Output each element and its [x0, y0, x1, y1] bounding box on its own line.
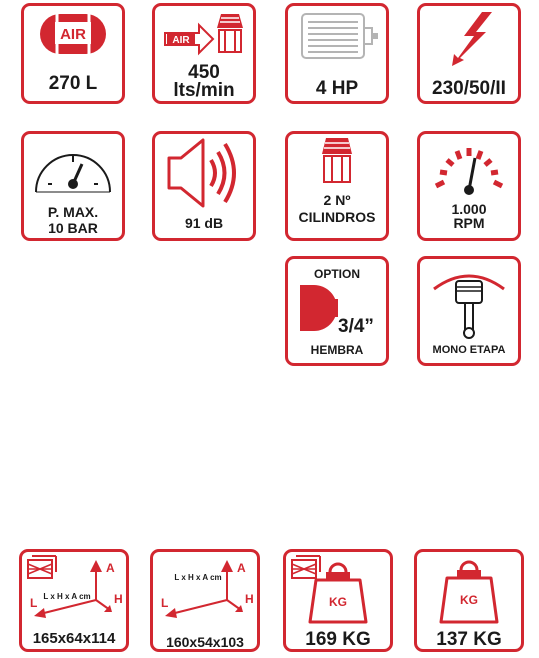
air-badge: AIR: [60, 26, 86, 43]
tile-dimensions-axis: L x H x A cm: [174, 573, 222, 582]
tile-electric-value: 230/50/II: [432, 78, 506, 99]
tile-cylinders-line2: CILINDROS: [298, 209, 376, 225]
tile-air-tank: [21, 3, 125, 104]
tile-cylinders: [285, 131, 389, 241]
tile-net-weight-value: 137 KG: [436, 629, 502, 650]
tile-packed-weight: [283, 549, 393, 652]
tile-outlet-option: OPTION: [313, 267, 360, 281]
tile-noise: [152, 131, 256, 241]
svg-text:A: A: [106, 561, 115, 575]
svg-text:KG: KG: [460, 593, 478, 607]
tile-outlet-size: 3/4”: [338, 316, 374, 337]
tile-motor-power: [285, 3, 389, 104]
tile-electric: [417, 3, 521, 104]
tile-air-flow-value2: lts/min: [173, 80, 235, 101]
tile-stage: [417, 256, 521, 366]
tile-packed-dimensions-value: 165x64x114: [32, 630, 116, 647]
pallet-box-icon: [28, 556, 56, 578]
tile-noise-value: 91 dB: [184, 215, 224, 231]
svg-text:H: H: [245, 592, 254, 606]
tile-packed-weight-value: 169 KG: [305, 629, 371, 650]
svg-text:L: L: [161, 596, 169, 610]
tile-cylinders-line1: 2 Nº: [323, 192, 351, 208]
tile-packed-dimensions: [19, 549, 129, 652]
tile-dimensions: [150, 549, 260, 652]
pallet-box-icon: [292, 556, 320, 578]
svg-text:KG: KG: [329, 595, 347, 609]
svg-text:L: L: [30, 596, 38, 610]
tile-packed-dimensions-axis: L x H x A cm: [43, 592, 91, 601]
tile-air-flow-value1: 450: [188, 62, 220, 83]
tile-air-tank-value: 270 L: [48, 73, 98, 94]
tile-air-flow: [152, 3, 256, 104]
tile-pressure-line1: P. MAX.: [47, 204, 99, 220]
tile-outlet: [285, 256, 389, 366]
tile-motor-power-value: 4 HP: [315, 78, 359, 99]
tile-net-weight: [414, 549, 524, 652]
tile-outlet-hembra: HEMBRA: [310, 343, 364, 357]
tile-pressure-line2: 10 BAR: [48, 220, 98, 236]
tile-rpm-line2: RPM: [453, 215, 485, 231]
svg-text:H: H: [114, 592, 123, 606]
tile-dimensions-value: 160x54x103: [166, 634, 244, 650]
svg-text:AIR: AIR: [172, 35, 190, 46]
tile-rpm: [417, 131, 521, 241]
tile-stage-value: MONO ETAPA: [432, 344, 506, 356]
tile-pressure: [21, 131, 125, 241]
tile-rpm-line1: 1.000: [451, 201, 487, 217]
svg-text:A: A: [237, 561, 246, 575]
